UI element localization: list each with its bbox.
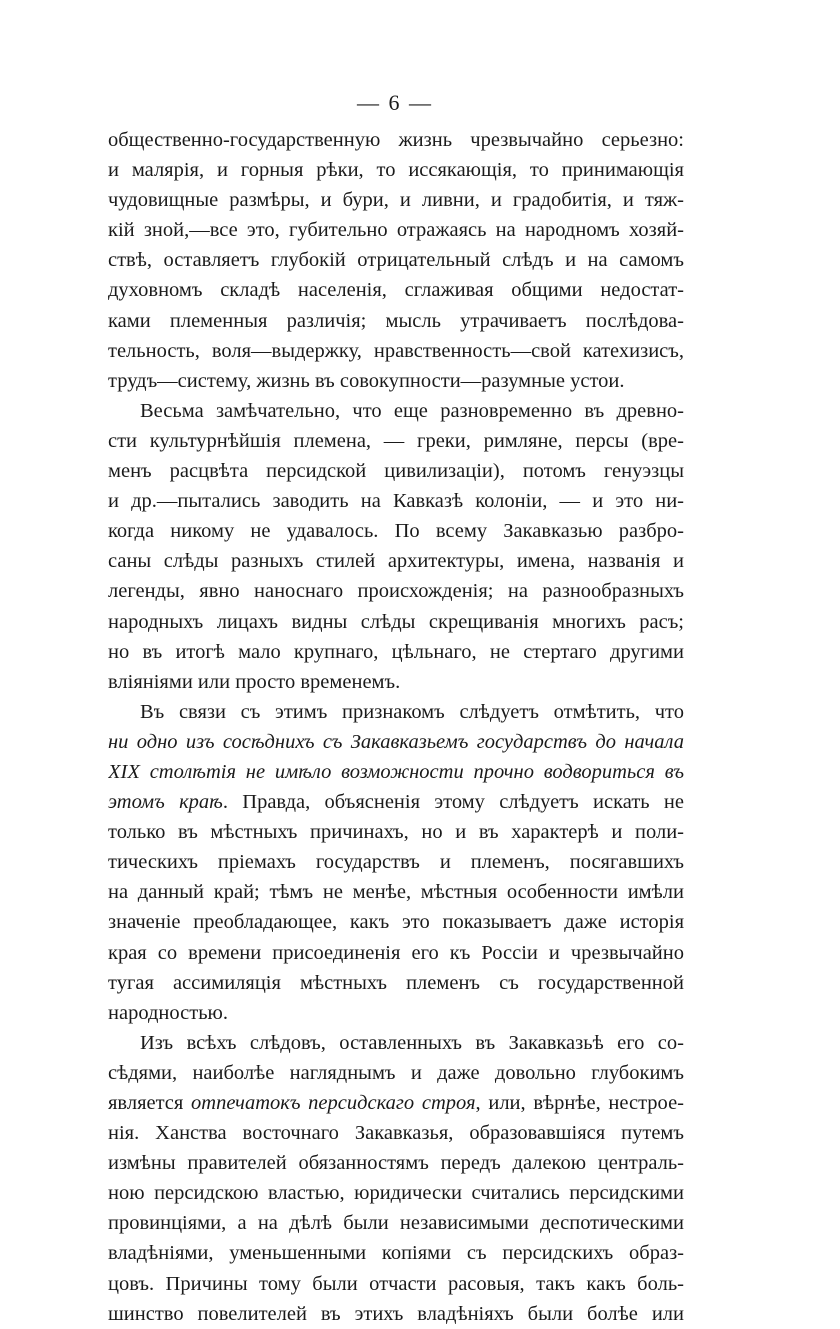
- text-line: легенды, явно наноснаго происхожденія; на разнообразныхъ: [108, 580, 684, 603]
- text-line: общественно-государственную жизнь чрезвычайно серьезно:: [108, 129, 684, 151]
- text-line: духовномъ складѣ населенія, сглаживая общими недостат-: [108, 279, 684, 302]
- text-line: тельность, воля—выдержку, нравственность—свой катехизисъ,: [108, 339, 684, 362]
- text-fragment: является: [108, 1092, 192, 1114]
- text-line: но въ итогѣ мало крупнаго, цѣльнаго, не стертаго другими: [108, 640, 684, 663]
- text-line: саны слѣды разныхъ стилей архитектуры, имена, названія и: [108, 550, 684, 573]
- text-line: цовъ. Причины тому были отчасти расовыя, такъ какъ боль-: [108, 1272, 684, 1295]
- text-line: кій зной,—все это, губительно отражаясь на народномъ хозяй-: [108, 219, 684, 242]
- text-line: шинство повелителей въ этихъ владѣніяхъ были болѣе или: [108, 1302, 684, 1325]
- page-text: [108, 125, 684, 1329]
- text-line: нія. Ханства восточнаго Закавказья, образовавшіяся путемъ: [108, 1122, 684, 1145]
- text-fragment: , или, вѣрнѣе, нестрое-: [475, 1092, 684, 1114]
- text-line: ствѣ, оставляетъ глубокій отрицательный слѣдъ и на самомъ: [108, 249, 684, 272]
- text-line: народностью.: [108, 1001, 228, 1024]
- text-line: сти культурнѣйшія племена, — греки, римляне, персы (вре-: [108, 429, 684, 452]
- text-line: значеніе преобладающее, какъ это показываетъ даже исторія: [108, 911, 684, 934]
- text-line: Въ связи съ этимъ признакомъ слѣдуетъ отмѣтить, что: [140, 700, 684, 723]
- text-line: вліяніями или просто временемъ.: [108, 670, 401, 693]
- text-line: сѣдями, наиболѣе нагляднымъ и даже довольно глубокимъ: [108, 1061, 684, 1084]
- text-line: трудъ—систему, жизнь въ совокупности—разумные устои.: [108, 369, 625, 392]
- text-line: владѣніями, уменьшенными копіями съ персидскихъ образ-: [108, 1242, 684, 1265]
- text-line: и малярія, и горныя рѣки, то иссякающія, то принимающія: [108, 159, 684, 182]
- text-line: провинціями, а на дѣлѣ были независимыми деспотическими: [108, 1212, 684, 1235]
- text-line: Весьма замѣчательно, что еще разновременно въ древно-: [140, 399, 684, 422]
- text-line: ною персидскою властью, юридически считались персидскими: [108, 1182, 684, 1205]
- text-line: и др.—пытались заводить на Кавказѣ колоніи, — и это ни-: [108, 490, 684, 513]
- text-line: тугая ассимиляція мѣстныхъ племенъ съ государственной: [108, 971, 684, 994]
- text-line: края со времени присоединенія его къ Россіи и чрезвычайно: [108, 941, 684, 964]
- text-line: Изъ всѣхъ слѣдовъ, оставленныхъ въ Закавказьѣ его со-: [140, 1031, 684, 1054]
- text-line: ками племенныя различія; мысль утрачиваетъ послѣдова-: [108, 309, 684, 332]
- text-line: чудовищные размѣры, и бури, и ливни, и градобитія, и тяж-: [108, 189, 684, 212]
- text-line-mixed: [108, 787, 684, 817]
- italic-fragment: этомъ краѣ: [108, 791, 223, 814]
- page-number: — 6 —: [357, 90, 433, 115]
- text-line-mixed: [108, 1088, 684, 1118]
- text-line-italic: ни одно изъ сосѣднихъ съ Закавказьемъ государствъ до начала: [108, 730, 684, 753]
- text-line: на данный край; тѣмъ не менѣе, мѣстныя особенности имѣли: [108, 881, 684, 904]
- italic-fragment: отпечатокъ персидскаго строя: [191, 1092, 476, 1114]
- text-fragment: . Правда, объясненія этому слѣдуетъ искать не: [222, 791, 684, 814]
- text-line: только въ мѣстныхъ причинахъ, но и въ характерѣ и поли-: [108, 821, 684, 844]
- text-line: тическихъ пріемахъ государствъ и племенъ, посягавшихъ: [108, 851, 684, 874]
- text-line: когда никому не удавалось. По всему Закавказью разбро-: [108, 520, 684, 543]
- text-line-italic: XIX столѣтія не имѣло возможности прочно водвориться въ: [108, 760, 684, 783]
- text-line: менъ расцвѣта персидской цивилизаціи), потомъ генуэзцы: [108, 460, 684, 483]
- text-line: народныхъ лицахъ видны слѣды скрещиванія многихъ расъ;: [108, 610, 684, 633]
- text-line: измѣны правителей обязанностямъ передъ далекою централь-: [108, 1152, 684, 1175]
